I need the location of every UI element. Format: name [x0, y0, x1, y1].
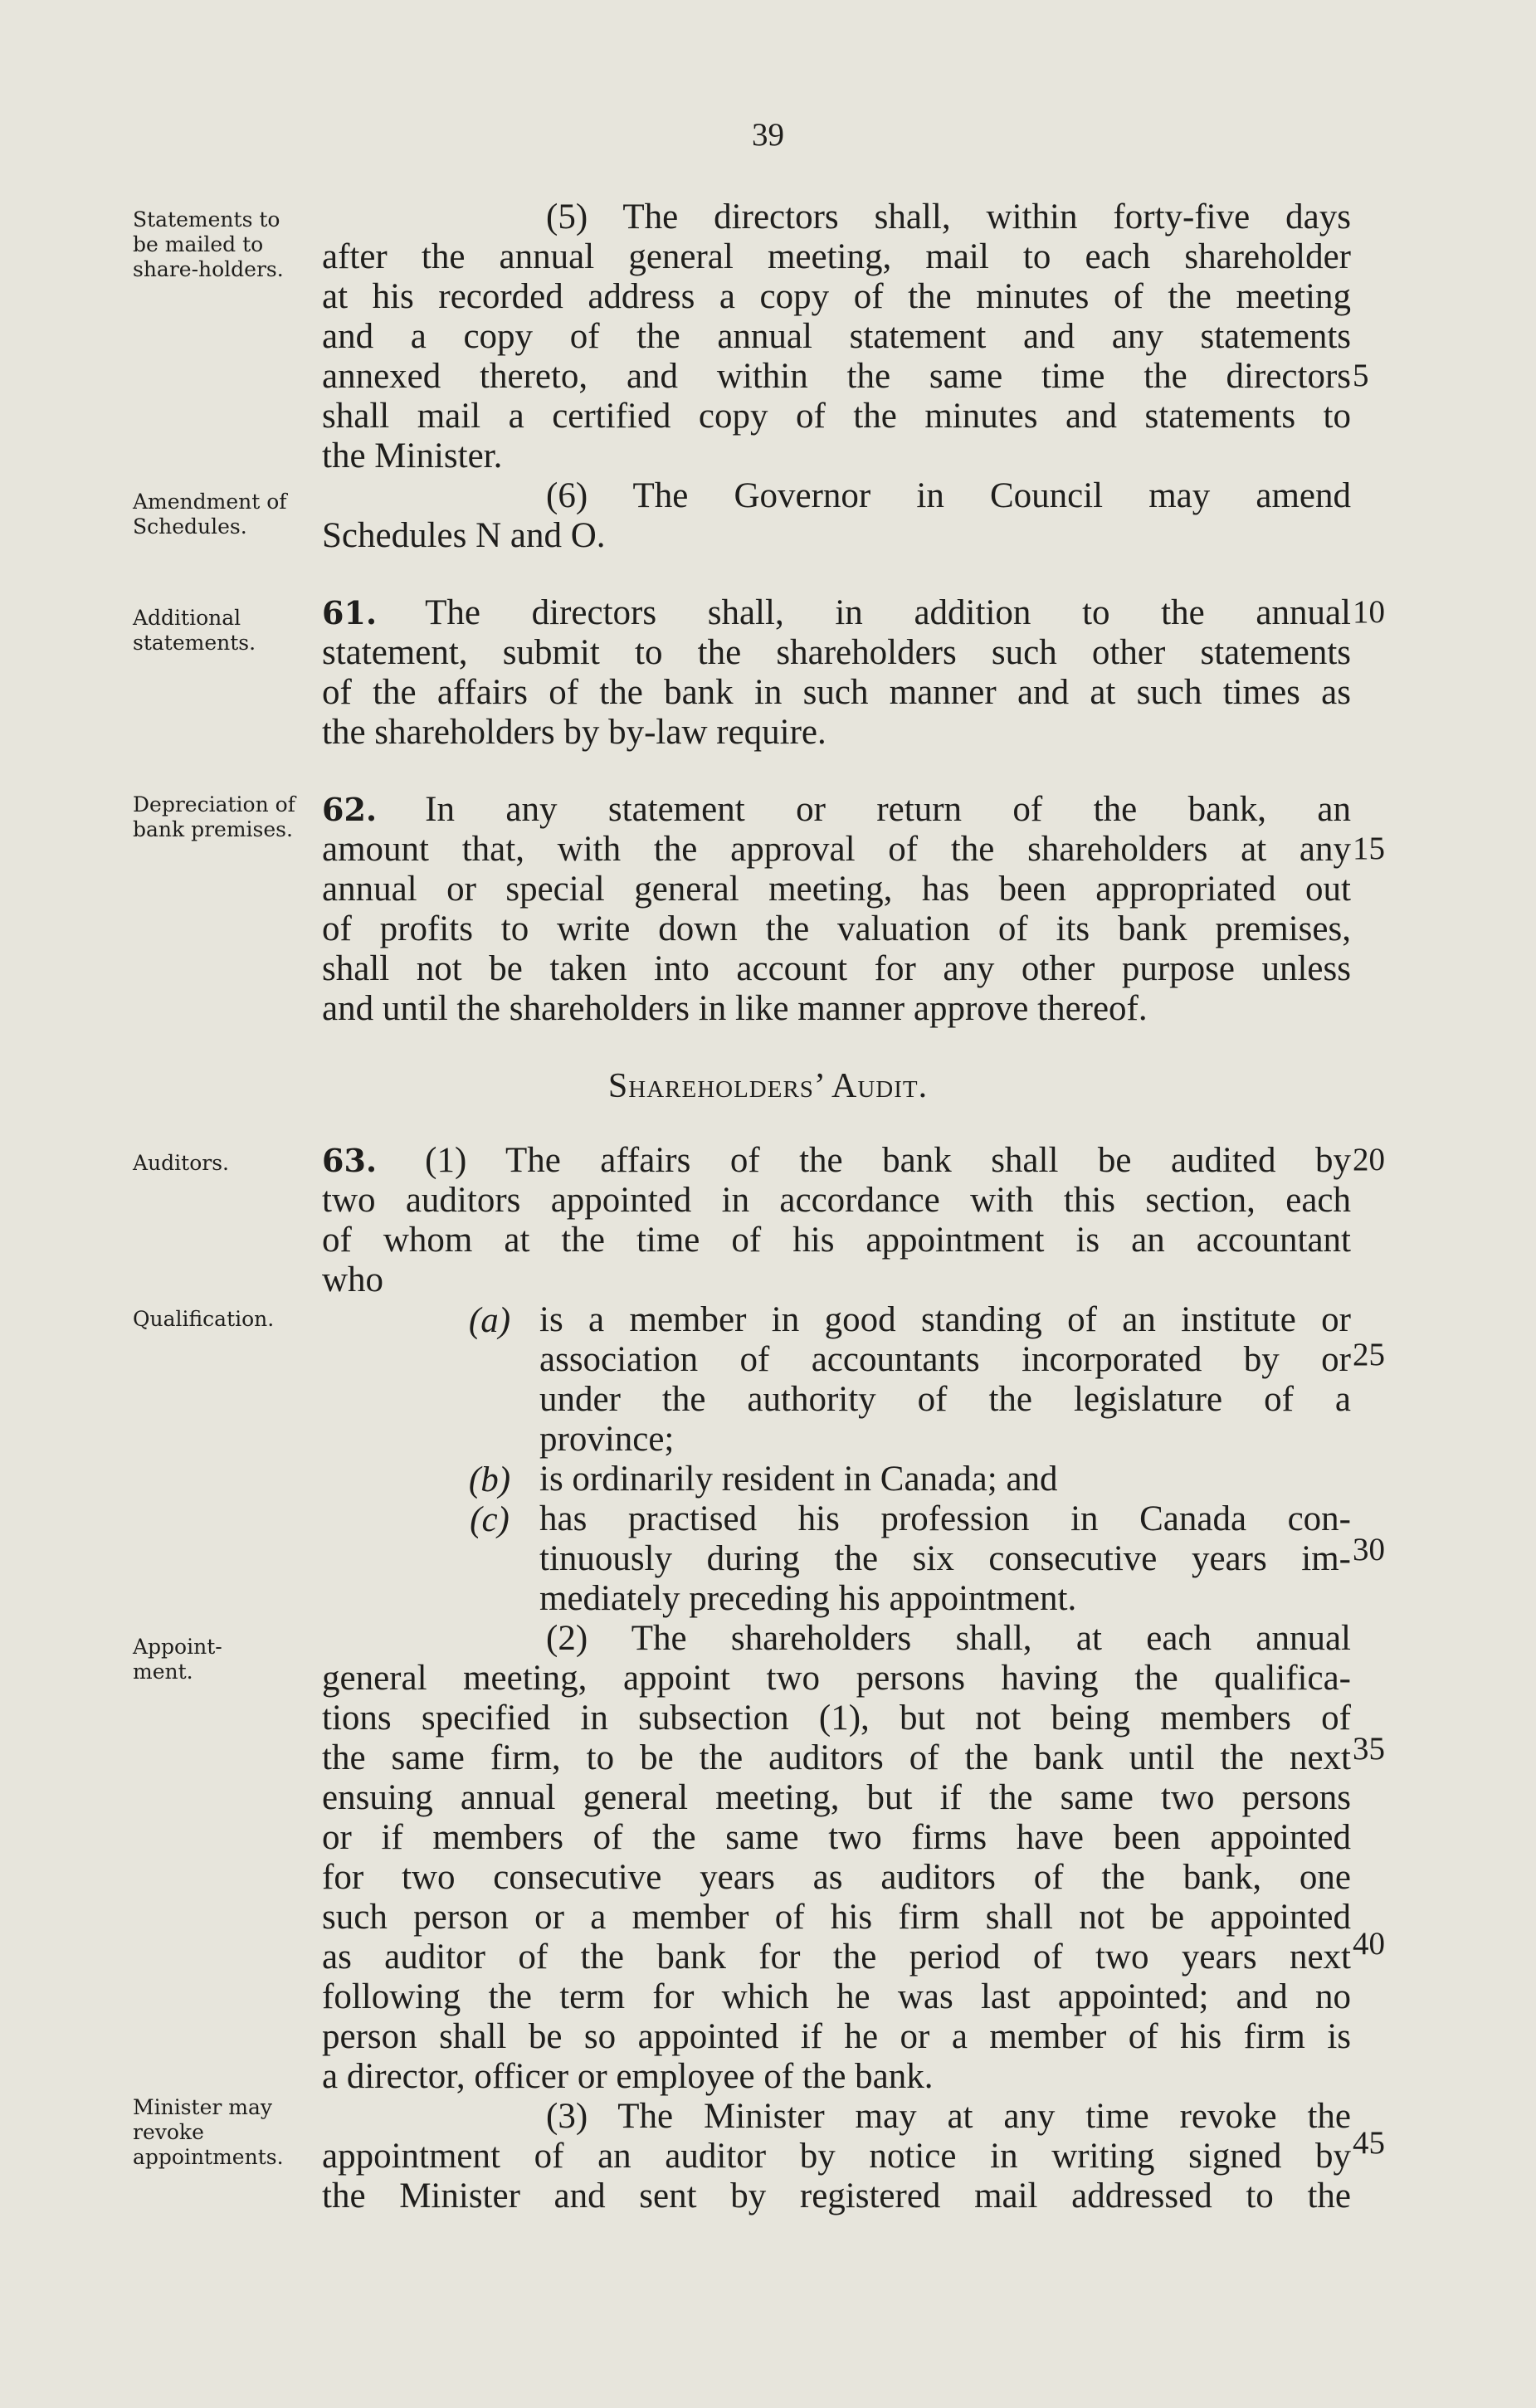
text-line: annual or special general meeting, has been appropriated out: [322, 870, 1351, 909]
text-line: the Minister and sent by registered mail addressed to the: [322, 2176, 1351, 2215]
paragraph-label-b: (b): [468, 1460, 511, 1499]
text-line: after the annual general meeting, mail to each shareholder: [322, 237, 1351, 276]
margin-note-statements-mailed: Statements to be mailed to share-holders.: [133, 207, 284, 281]
text-line: amount that, with the approval of the shareholders at any: [322, 830, 1351, 869]
text-line: tions specified in subsection (1), but not being members of: [322, 1699, 1351, 1738]
line-number: 15: [1353, 831, 1385, 866]
line-number: 5: [1353, 358, 1369, 393]
text-line: annexed thereto, and within the same time the directors: [322, 357, 1351, 396]
text-line: such person or a member of his firm shall not be appointed: [322, 1898, 1351, 1937]
margin-note-minister-revoke: Minister may revoke appointments.: [133, 2095, 284, 2169]
text-line: shall not be taken into account for any other purpose unless: [322, 949, 1351, 988]
text-line: appointment of an auditor by notice in writing signed by: [322, 2137, 1351, 2176]
text-line: and until the shareholders in like manner approve thereof.: [322, 989, 1148, 1028]
text-line: shall mail a certified copy of the minutes and statements to: [322, 397, 1351, 436]
text-line: (5) The directors shall, within forty-five days: [546, 197, 1351, 236]
text-line: In any statement or return of the bank, an: [425, 790, 1351, 829]
text-line: ensuing annual general meeting, but if the same two persons: [322, 1778, 1351, 1817]
section-62-first-line: [322, 790, 1351, 830]
section-number: 62.: [322, 791, 378, 828]
text-line: as auditor of the bank for the period of two years next: [322, 1938, 1351, 1977]
text-line: following the term for which he was last appointed; and no: [322, 1977, 1351, 2016]
text-line: general meeting, appoint two persons having the qualifica-: [322, 1659, 1351, 1698]
line-number: 30: [1353, 1532, 1385, 1567]
margin-note-amendment-schedules: Amendment of Schedules.: [133, 490, 287, 539]
text-line: and a copy of the annual statement and any statements: [322, 317, 1351, 356]
section-heading: Shareholders’ Audit.: [607, 1067, 929, 1105]
text-line: (2) The shareholders shall, at each annual: [546, 1619, 1351, 1658]
line-number: 35: [1353, 1731, 1385, 1767]
text-line: of whom at the time of his appointment is an accountant: [322, 1221, 1351, 1260]
text-line: is a member in good standing of an institute or: [539, 1300, 1351, 1339]
text-line: mediately preceding his appointment.: [539, 1579, 1077, 1618]
text-line: (6) The Governor in Council may amend: [546, 476, 1351, 515]
line-number: 45: [1353, 2125, 1385, 2161]
text-line: (1) The affairs of the bank shall be audited by: [425, 1141, 1351, 1180]
page-number: 39: [752, 117, 784, 153]
text-line: of profits to write down the valuation of its bank premises,: [322, 909, 1351, 948]
margin-note-auditors: Auditors.: [133, 1151, 229, 1175]
text-line: at his recorded address a copy of the minutes of the meeting: [322, 277, 1351, 316]
text-line: (3) The Minister may at any time revoke the: [546, 2097, 1351, 2136]
text-line: Schedules N and O.: [322, 516, 606, 555]
margin-note-depreciation: Depreciation of bank premises.: [133, 792, 295, 841]
text-line: has practised his profession in Canada con-: [539, 1499, 1351, 1538]
text-line: who: [322, 1260, 384, 1299]
margin-note-qualification: Qualification.: [133, 1307, 275, 1331]
text-line: person shall be so appointed if he or a member of his firm is: [322, 2017, 1351, 2056]
text-line: province;: [539, 1420, 675, 1459]
section-number: 63.: [322, 1142, 378, 1179]
line-number: 25: [1353, 1337, 1385, 1372]
section-63-first-line: [322, 1141, 1351, 1181]
text-line: or if members of the same two firms have been appointed: [322, 1818, 1351, 1857]
text-line: the same firm, to be the auditors of the bank until the next: [322, 1738, 1351, 1777]
line-number: 20: [1353, 1142, 1385, 1177]
text-line: a director, officer or employee of the bank.: [322, 2057, 934, 2096]
text-line: the Minister.: [322, 436, 503, 475]
margin-note-appointment: Appoint-ment.: [133, 1635, 222, 1684]
margin-note-additional-statements: Additional statements.: [133, 606, 256, 655]
text-line: statement, submit to the shareholders such other statements: [322, 633, 1351, 672]
text-line: association of accountants incorporated by or: [539, 1340, 1351, 1379]
paragraph-label-c: (c): [470, 1500, 510, 1539]
text-line: The directors shall, in addition to the annual: [425, 593, 1351, 632]
text-line: for two consecutive years as auditors of the bank, one: [322, 1858, 1351, 1897]
text-line: of the affairs of the bank in such manner and at such times as: [322, 673, 1351, 712]
text-line: tinuously during the six consecutive years im-: [539, 1539, 1351, 1578]
text-line: two auditors appointed in accordance with this section, each: [322, 1181, 1351, 1220]
line-number: 40: [1353, 1926, 1385, 1962]
line-number: 10: [1353, 594, 1385, 630]
section-61-first-line: [322, 593, 1351, 633]
text-line: is ordinarily resident in Canada; and: [539, 1460, 1058, 1499]
paragraph-label-a: (a): [468, 1301, 511, 1340]
text-line: under the authority of the legislature of a: [539, 1380, 1351, 1419]
text-line: the shareholders by by-law require.: [322, 713, 827, 752]
section-number: 61.: [322, 594, 378, 631]
